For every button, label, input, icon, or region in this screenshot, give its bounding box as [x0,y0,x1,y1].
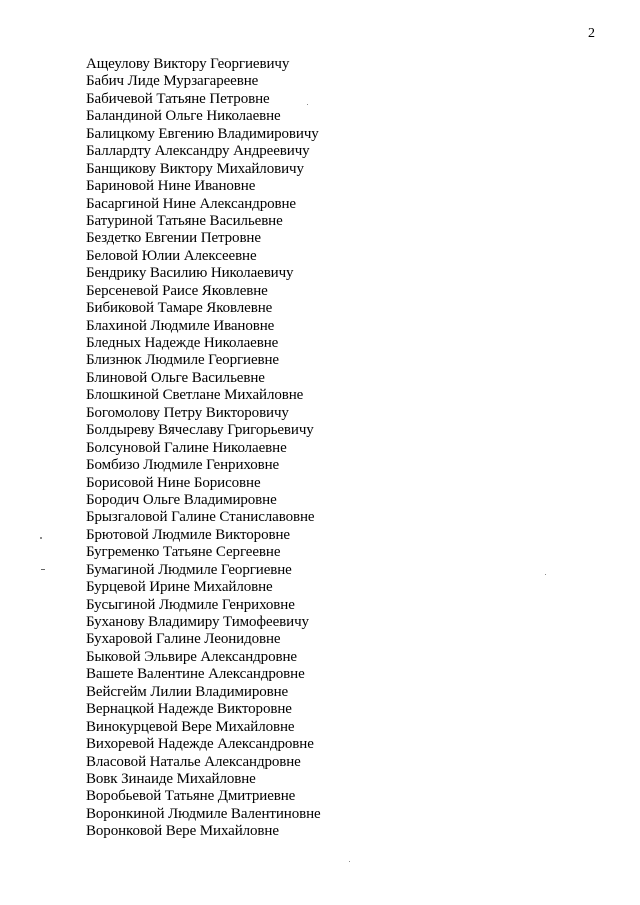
list-item: Брютовой Людмиле Викторовне [86,526,290,543]
scan-speck [349,861,350,862]
list-item: Батуриной Татьяне Васильевне [86,212,283,229]
list-item: Баландиной Ольге Николаевне [86,108,281,125]
list-item: Блошкиной Светлане Михайловне [86,387,304,404]
list-item: Балицкому Евгению Владимировичу [86,125,319,142]
list-item: Вернацкой Надежде Викторовне [86,701,292,718]
list-item: Бабичевой Татьяне Петровне [86,90,270,107]
list-item: Вовк Зинаиде Михайловне [86,770,256,787]
list-item: Бледных Надежде Николаевне [86,335,279,351]
list-item: Богомолову Петру Викторовичу [86,404,289,421]
list-item: Бугременко Татьяне Сергеевне [86,544,281,561]
list-item: Бездетко Евгении Петровне [86,230,261,247]
list-item: Болдыреву Вячеславу Григорьевичу [86,422,314,439]
list-item: Бумагиной Людмиле Георгиевне [86,561,292,578]
list-item: Бусыгиной Людмиле Генриховне [86,596,295,613]
list-item: Берсеневой Раисе Яковлевне [86,282,268,299]
list-item: Буханову Владимиру Тимофеевичу [86,614,309,630]
list-item: Власовой Наталье Александровне [86,753,301,770]
page-number: 2 [588,26,595,41]
list-item: Банщикову Виктору Михайловичу [86,160,304,177]
list-item: Ащеулову Виктору Георгиевичу [86,56,290,72]
list-item: Вейсгейм Лилии Владимировне [86,683,289,700]
list-item: Бендрику Василию Николаевичу [86,265,294,282]
list-item: Воронкиной Людмиле Валентиновне [86,805,321,822]
scan-speck [307,104,308,105]
name-list [86,56,321,841]
list-item: Брызгаловой Галине Станиславовне [86,509,315,526]
list-item: Бариновой Нине Ивановне [86,178,256,195]
list-item: Бабич Лиде Мурзагареевне [86,73,259,90]
list-item: Блиновой Ольге Васильевне [86,369,265,386]
list-item: Блахиной Людмиле Ивановне [86,317,275,334]
scan-speck [545,574,546,575]
list-item: Вашете Валентине Александровне [86,666,305,683]
list-item: Болсуновой Галине Николаевне [86,439,287,456]
list-item: Близнюк Людмиле Георгиевне [86,352,279,369]
list-item: Баллардту Александру Андреевичу [86,143,310,160]
list-item: Бурцевой Ирине Михайловне [86,579,273,596]
scan-speck [41,569,45,570]
list-item: Беловой Юлии Алексеевне [86,247,257,264]
list-item: Винокурцевой Вере Михайловне [86,718,295,735]
list-item: Быковой Эльвире Александровне [86,648,297,665]
scan-speck [40,537,42,539]
list-item: Вихоревой Надежде Александровне [86,736,314,753]
list-item: Бибиковой Тамаре Яковлевне [86,300,273,317]
list-item: Бухаровой Галине Леонидовне [86,631,281,648]
list-item: Воронковой Вере Михайловне [86,823,279,840]
list-item: Бомбизо Людмиле Генриховне [86,457,280,474]
list-item: Борисовой Нине Борисовне [86,474,261,491]
list-item: Бородич Ольге Владимировне [86,491,277,508]
list-item: Басаргиной Нине Александровне [86,195,296,212]
list-item: Воробьевой Татьяне Дмитриевне [86,788,296,805]
